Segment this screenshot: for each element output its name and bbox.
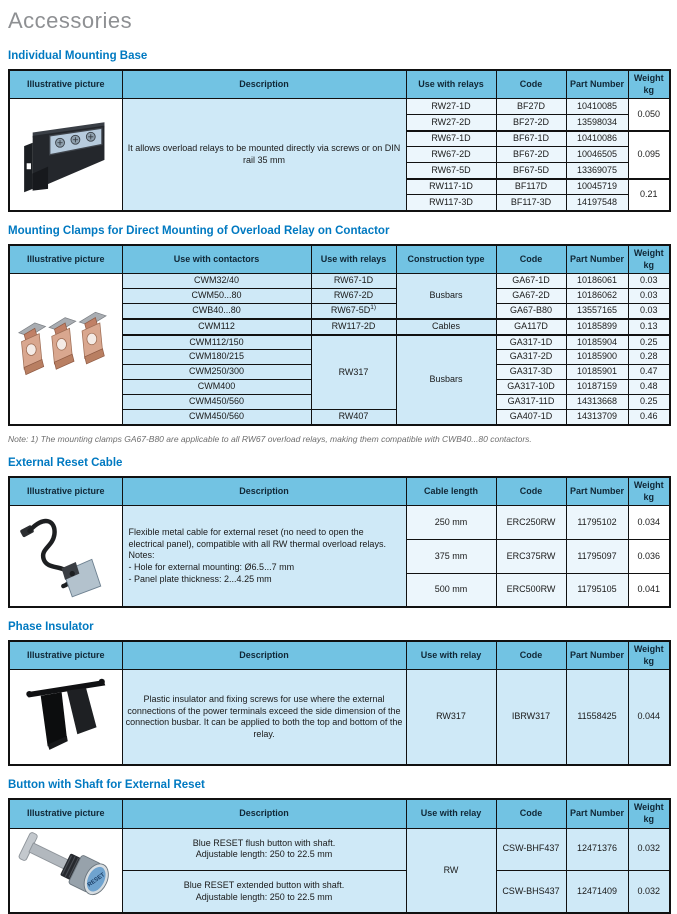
table-cell: CWM400 <box>122 380 311 395</box>
table-cell: 0.03 <box>628 304 670 319</box>
table-cell: CWM112/150 <box>122 335 311 350</box>
table-cell: GA117D <box>496 319 566 335</box>
phase-insulator-table <box>8 640 671 766</box>
table-cell: 375 mm <box>406 540 496 574</box>
table-cell: 0.13 <box>628 319 670 335</box>
section-mounting-clamps <box>8 225 669 444</box>
table-cell: GA67-1D <box>496 274 566 289</box>
individual-mounting-base-table <box>8 69 671 212</box>
description <box>122 871 406 914</box>
column-header: Part Number <box>566 245 628 274</box>
table-row <box>9 274 670 289</box>
column-header: Use with contactors <box>122 245 311 274</box>
description: Plastic insulator and fixing screws for use where the external connections of the power terminals exceed the side dimension of the connection busbar. It can be applied to both the top and bottom of the relay. <box>122 670 406 765</box>
table-cell: 10185904 <box>566 335 628 350</box>
table-cell: 10046505 <box>566 147 628 163</box>
table-cell: 13557165 <box>566 304 628 319</box>
table-cell: Busbars <box>396 274 496 319</box>
table-row <box>9 828 670 871</box>
table-cell: RW67-1D <box>311 274 396 289</box>
table-cell: RW117-3D <box>406 195 496 211</box>
table-cell: Busbars <box>396 335 496 425</box>
table-cell: 14313709 <box>566 410 628 425</box>
table-header-row <box>9 641 670 670</box>
description-line: Notes: <box>128 550 155 561</box>
column-header: Part Number <box>566 799 628 828</box>
table-cell: RW67-2D <box>311 289 396 304</box>
table-cell: BF67-1D <box>496 131 566 147</box>
table-cell: GA67-B80 <box>496 304 566 319</box>
column-header: Weight kg <box>628 245 670 274</box>
column-header: Description <box>122 641 406 670</box>
column-header: Weight kg <box>628 799 670 828</box>
column-header: Use with relays <box>311 245 396 274</box>
table-cell: BF27D <box>496 99 566 115</box>
table-cell: 0.25 <box>628 335 670 350</box>
table-cell: 10185899 <box>566 319 628 335</box>
table-row <box>9 99 670 115</box>
table-cell: GA317-11D <box>496 395 566 410</box>
footnote: Note: 1) The mounting clamps GA67-B80 are applicable to all RW67 overload relays, making them compatible with CWB40...80 contactors. <box>8 434 532 444</box>
reset-button-image <box>9 828 122 913</box>
column-header: Weight kg <box>628 641 670 670</box>
mounting-clamps-table <box>8 244 671 426</box>
column-header: Code <box>496 477 566 506</box>
column-header: Cable length <box>406 477 496 506</box>
external-reset-cable-image <box>9 506 122 607</box>
column-header: Illustrative picture <box>9 70 122 99</box>
column-header: Part Number <box>566 70 628 99</box>
table-cell: 11795102 <box>566 506 628 540</box>
column-header: Code <box>496 799 566 828</box>
table-header-row <box>9 799 670 828</box>
table-header-row <box>9 477 670 506</box>
table-cell: 10186061 <box>566 274 628 289</box>
table-cell: $RW67-5D^{1)}$ <box>311 304 396 319</box>
column-header: Illustrative picture <box>9 641 122 670</box>
table-cell: CSW-BHF437 <box>496 828 566 871</box>
table-cell: CWM450/560 <box>122 395 311 410</box>
table-cell: 12471376 <box>566 828 628 871</box>
column-header: Construction type <box>396 245 496 274</box>
column-header: Use with relay <box>406 799 496 828</box>
table-cell: 0.21 <box>628 179 670 211</box>
table-cell: RW117-1D <box>406 179 496 195</box>
table-cell: CWM250/300 <box>122 365 311 380</box>
table-cell: CWM50...80 <box>122 289 311 304</box>
table-cell: 0.034 <box>628 506 670 540</box>
table-cell: 500 mm <box>406 573 496 607</box>
column-header: Weight kg <box>628 70 670 99</box>
table-cell: RW317 <box>406 670 496 765</box>
table-cell: GA317-3D <box>496 365 566 380</box>
table-cell: 0.044 <box>628 670 670 765</box>
table-row <box>9 506 670 540</box>
table-cell: CSW-BHS437 <box>496 871 566 914</box>
svg-text:RESET: RESET <box>86 871 106 888</box>
table-cell: 0.48 <box>628 380 670 395</box>
table-cell: GA317-2D <box>496 350 566 365</box>
table-cell: ERC500RW <box>496 573 566 607</box>
column-header: Description <box>122 799 406 828</box>
table-cell: 0.28 <box>628 350 670 365</box>
column-header: Code <box>496 641 566 670</box>
table-cell: BF117D <box>496 179 566 195</box>
table-cell: RW27-1D <box>406 99 496 115</box>
column-header: Weight kg <box>628 477 670 506</box>
table-cell: 250 mm <box>406 506 496 540</box>
table-cell: RW <box>406 828 496 913</box>
description-line: - Panel plate thickness: 2...4.25 mm <box>128 573 272 584</box>
table-cell: ERC375RW <box>496 540 566 574</box>
table-cell: BF27-2D <box>496 115 566 131</box>
table-cell: IBRW317 <box>496 670 566 765</box>
table-cell: 11558425 <box>566 670 628 765</box>
table-cell: BF67-2D <box>496 147 566 163</box>
phase-insulator-image <box>9 670 122 765</box>
table-cell: RW67-1D <box>406 131 496 147</box>
column-header: Use with relays <box>406 70 496 99</box>
table-cell: RW407 <box>311 410 396 425</box>
footnote-marker: 1) <box>370 304 377 312</box>
description: It allows overload relays to be mounted directly via screws or on DIN rail 35 mm <box>122 99 406 211</box>
table-cell: ERC250RW <box>496 506 566 540</box>
table-cell: BF117-3D <box>496 195 566 211</box>
table-cell: 10186062 <box>566 289 628 304</box>
description-line: Adjustable length: 250 to 22.5 mm <box>195 891 333 902</box>
table-cell: CWM32/40 <box>122 274 311 289</box>
section-external-reset-cable <box>8 457 669 608</box>
table-header-row <box>9 70 670 99</box>
table-cell: GA67-2D <box>496 289 566 304</box>
table-cell: 0.03 <box>628 274 670 289</box>
section-title: Mounting Clamps for Direct Mounting of Overload Relay on Contactor <box>8 224 390 237</box>
button-with-shaft-table <box>8 798 671 914</box>
table-cell: 0.036 <box>628 540 670 574</box>
mounting-clamps-image <box>9 274 122 425</box>
column-header: Description <box>122 70 406 99</box>
section-title: Phase Insulator <box>8 621 94 634</box>
table-cell: 10185901 <box>566 365 628 380</box>
table-cell: GA317-10D <box>496 380 566 395</box>
column-header: Illustrative picture <box>9 799 122 828</box>
table-cell: CWM180/215 <box>122 350 311 365</box>
table-cell: 10185900 <box>566 350 628 365</box>
table-cell: GA407-1D <box>496 410 566 425</box>
table-row <box>9 670 670 765</box>
table-cell: CWB40...80 <box>122 304 311 319</box>
description-line: Flexible metal cable for external reset (no need to open the electrical panel), compatible with all RW thermal overload relays. <box>128 527 386 549</box>
table-cell: RW317 <box>311 335 396 410</box>
section-individual-mounting-base <box>8 50 669 212</box>
mounting-base-image <box>9 99 122 211</box>
table-cell: 11795097 <box>566 540 628 574</box>
table-cell: 10410085 <box>566 99 628 115</box>
description-line: Adjustable length: 250 to 22.5 mm <box>195 849 333 860</box>
table-cell: RW27-2D <box>406 115 496 131</box>
column-header: Code <box>496 245 566 274</box>
description <box>122 828 406 871</box>
table-cell: 13369075 <box>566 163 628 179</box>
column-header: Illustrative picture <box>9 477 122 506</box>
table-cell: 0.47 <box>628 365 670 380</box>
table-cell: 10410086 <box>566 131 628 147</box>
table-cell: 11795105 <box>566 573 628 607</box>
column-header: Description <box>122 477 406 506</box>
table-cell: 0.050 <box>628 99 670 131</box>
column-header: Part Number <box>566 477 628 506</box>
table-cell: GA317-1D <box>496 335 566 350</box>
table-cell: Cables <box>396 319 496 335</box>
table-cell: 12471409 <box>566 871 628 914</box>
table-cell: 14197548 <box>566 195 628 211</box>
table-cell: 0.095 <box>628 131 670 179</box>
column-header: Illustrative picture <box>9 245 122 274</box>
section-title: External Reset Cable <box>8 457 123 469</box>
table-cell: 14313668 <box>566 395 628 410</box>
table-cell: BF67-5D <box>496 163 566 179</box>
section-button-with-shaft <box>8 779 669 914</box>
table-cell: 0.03 <box>628 289 670 304</box>
table-cell: 0.041 <box>628 573 670 607</box>
page-title: Accessories <box>8 8 133 33</box>
external-reset-cable-table <box>8 476 671 608</box>
section-phase-insulator <box>8 621 669 766</box>
table-cell: CWM450/560 <box>122 410 311 425</box>
description-line: Blue RESET flush button with shaft. <box>192 837 336 848</box>
table-cell: RW67-5D <box>406 163 496 179</box>
table-cell: RW67-2D <box>406 147 496 163</box>
table-cell: RW117-2D <box>311 319 396 335</box>
description-line: Blue RESET extended button with shaft. <box>183 879 345 890</box>
table-header-row <box>9 245 670 274</box>
table-cell: 0.25 <box>628 395 670 410</box>
table-cell: 0.032 <box>628 871 670 914</box>
description-line: - Hole for external mounting: Ø6.5...7 mm <box>128 562 295 573</box>
table-cell: CWM112 <box>122 319 311 335</box>
section-title: Individual Mounting Base <box>8 50 148 62</box>
table-cell: 0.46 <box>628 410 670 425</box>
table-cell: 0.032 <box>628 828 670 871</box>
table-cell: 13598034 <box>566 115 628 131</box>
table-cell: 10045719 <box>566 179 628 195</box>
column-header: Part Number <box>566 641 628 670</box>
column-header: Use with relay <box>406 641 496 670</box>
table-cell: 10187159 <box>566 380 628 395</box>
description <box>122 506 406 607</box>
section-title: Button with Shaft for External Reset <box>8 779 205 792</box>
column-header: Code <box>496 70 566 99</box>
